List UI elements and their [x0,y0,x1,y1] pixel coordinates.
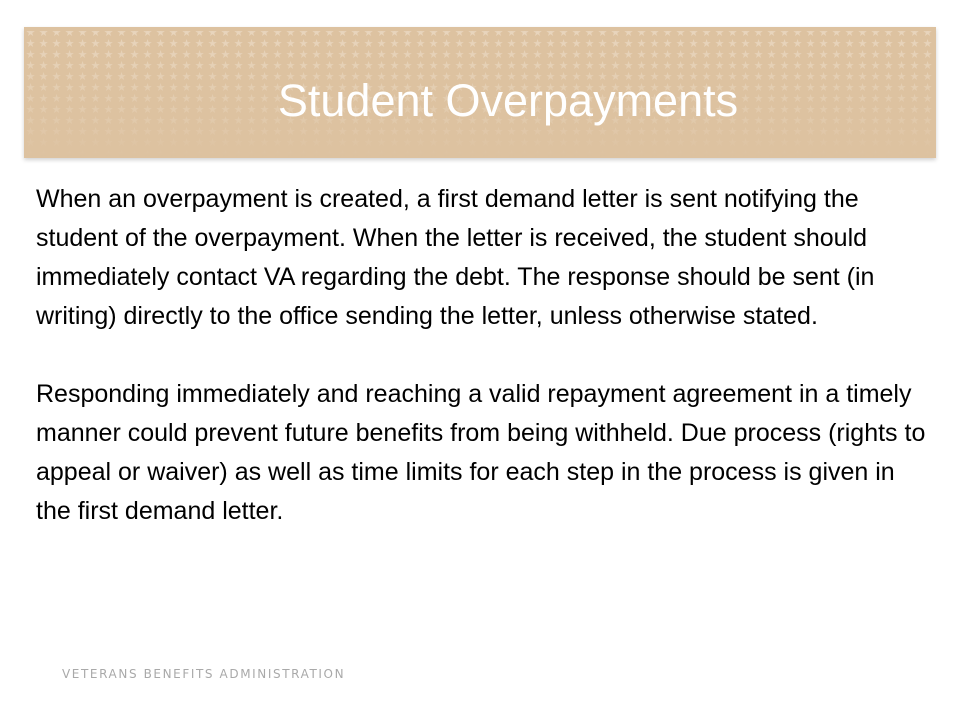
footer-organization: VETERANS BENEFITS ADMINISTRATION [62,667,346,681]
paragraph-overpayment-letter: When an overpayment is created, a first demand letter is sent notifying the student of the overpayment. When the letter is received, the student should immediately contact VA regarding the debt. The response should be sent (in writing) directly to the office sending the letter, unless otherwise stated. [36,185,875,330]
title-banner [24,27,936,158]
slide-title: Student Overpayments [277,75,739,126]
slide-body [36,180,926,531]
paragraph-repayment-agreement: Responding immediately and reaching a valid repayment agreement in a timely manner could prevent future benefits from being withheld. Due process (rights to appeal or waiver) as well as time limits for each step in the process is given in the first demand letter. [36,380,926,525]
